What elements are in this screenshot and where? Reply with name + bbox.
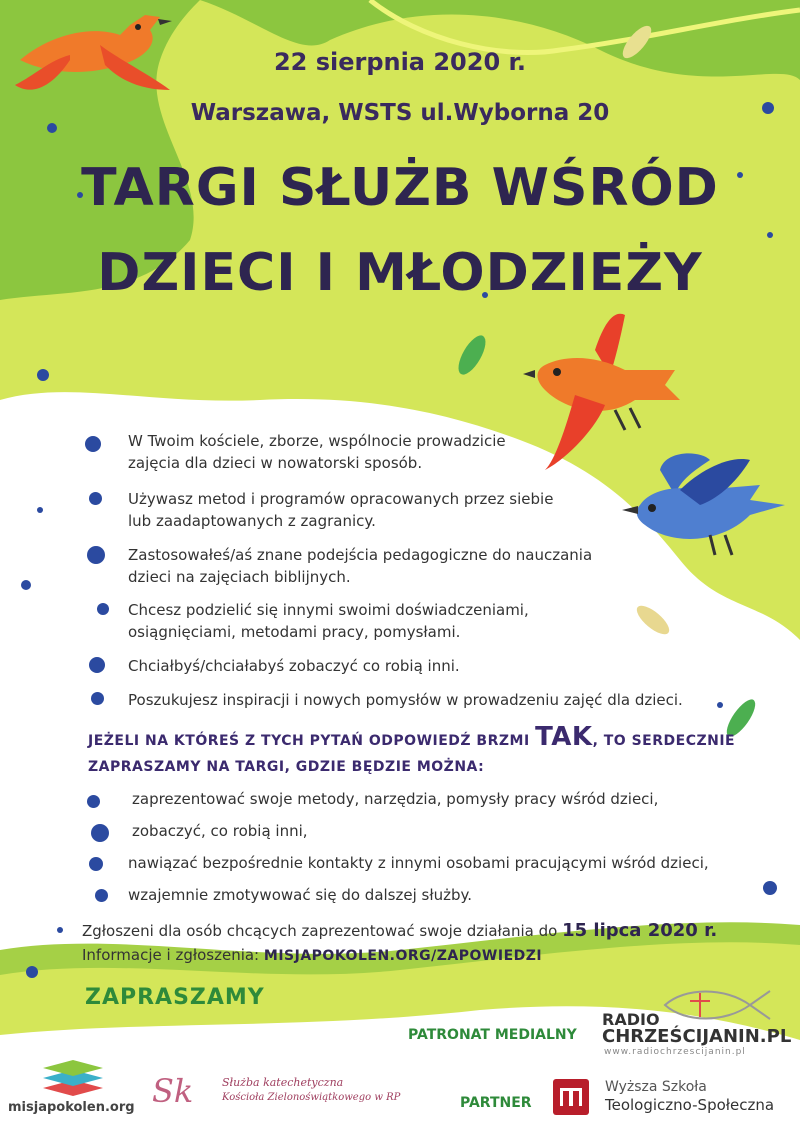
event-date: 22 sierpnia 2020 r. — [273, 48, 527, 76]
bullet-dot — [87, 546, 105, 564]
bullet-dot — [91, 692, 104, 705]
list-item-text: nawiązać bezpośrednie kontakty z innymi osobami pracującymi wśród dzieci, — [128, 854, 709, 872]
list-item — [85, 488, 725, 544]
info-label: Informacje i zgłoszenia: — [82, 946, 260, 964]
list-item-text: Zastosowałeś/aś znane podejścia pedagogiczne do nauczania — [128, 546, 593, 564]
bullet-dot — [89, 657, 105, 673]
options-list — [85, 790, 745, 918]
patronat-label: PATRONAT MEDIALNY — [408, 1027, 577, 1043]
list-item-text: zajęcia dla dzieci w nowatorski sposób. — [128, 454, 423, 472]
list-item-text: dzieci na zajęciach biblijnych. — [128, 568, 351, 586]
bullet-dot — [85, 436, 101, 452]
invite-text: JEŻELI NA KTÓREŚ Z TYCH PYTAŃ ODPOWIEDŹ BRZMI — [88, 733, 530, 749]
bullet-dot — [97, 603, 109, 615]
list-item-text: Poszukujesz inspiracji i nowych pomysłów w prowadzeniu zajęć dla dzieci. — [128, 691, 683, 709]
list-item — [85, 544, 725, 599]
tak-highlight: TAK — [535, 722, 593, 752]
bullet-dot — [91, 824, 109, 842]
books-logo-icon — [38, 1052, 108, 1100]
title-line-1: TARGI SŁUŻB WŚRÓD — [81, 158, 719, 218]
radio-logo-line-1: RADIO — [602, 1010, 660, 1029]
list-item-text: zobaczyć, co robią inni, — [132, 822, 308, 840]
list-item-text: W Twoim kościele, zborze, wspólnocie prowadzicie — [128, 432, 506, 450]
list-item — [85, 822, 745, 854]
bullet-dot — [87, 795, 100, 808]
misjapokolen-logo-text: misjapokolen.org — [8, 1100, 135, 1115]
list-item — [85, 430, 725, 488]
list-item-text: Chciałbyś/chciałabyś zobaczyć co robią inni. — [128, 657, 460, 675]
radio-url: www.radiochrzescijanin.pl — [604, 1047, 746, 1057]
partner-label: PARTNER — [460, 1095, 532, 1111]
wsts-logo-line-1: Wyższa Szkoła — [605, 1079, 707, 1095]
fish-logo-icon — [655, 985, 775, 1025]
list-item — [85, 599, 725, 655]
wsts-logo-line-2: Teologiczno-Społeczna — [605, 1096, 775, 1114]
list-item — [85, 886, 745, 918]
info-line — [82, 946, 542, 964]
wsts-logo-icon — [553, 1079, 589, 1115]
invite-text: , TO SERDECZNIE — [592, 733, 736, 749]
sk-logo-icon: Sk — [152, 1072, 194, 1110]
deadline-text — [82, 920, 717, 941]
list-item — [85, 655, 725, 689]
title-line-2: DZIECI I MŁODZIEŻY — [97, 243, 703, 303]
invite-heading — [88, 722, 768, 782]
radio-logo-line-2: CHRZEŚCIJANIN.PL — [602, 1026, 792, 1047]
list-item-text: Chcesz podzielić się innymi swoimi doświadczeniami, — [128, 601, 529, 619]
questions-list — [85, 430, 725, 719]
list-item-text: Używasz metod i programów opracowanych przez siebie — [128, 490, 554, 508]
list-item — [85, 854, 745, 886]
list-item-text: zaprezentować swoje metody, narzędzia, pomysły pracy wśród dzieci, — [132, 790, 659, 808]
bullet-dot — [89, 857, 103, 871]
bullet-dot — [95, 889, 108, 902]
event-venue: Warszawa, WSTS ul.Wyborna 20 — [190, 100, 610, 126]
list-item-text: wzajemnie zmotywować się do dalszej służby. — [128, 886, 473, 904]
list-item-text: osiągnięciami, metodami pracy, pomysłami. — [128, 623, 461, 641]
list-item — [85, 790, 745, 822]
deadline-date: 15 lipca 2020 r. — [562, 920, 718, 941]
deadline-label: Zgłoszeni dla osób chcących zaprezentować swoje działania do — [82, 922, 558, 940]
info-url-link[interactable]: MISJAPOKOLEN.ORG/ZAPOWIEDZI — [263, 948, 543, 964]
sk-logo-line-2: Kościoła Zielonoświątkowego w RP — [222, 1092, 401, 1103]
zapraszamy-text: ZAPRASZAMY — [85, 985, 265, 1010]
sk-logo-line-1: Służba katechetyczna — [222, 1076, 344, 1089]
list-item-text: lub zaadaptowanych z zagranicy. — [128, 512, 376, 530]
list-item — [85, 689, 725, 719]
invite-text: ZAPRASZAMY NA TARGI, GDZIE BĘDZIE MOŻNA: — [88, 759, 485, 775]
bullet-dot — [89, 492, 102, 505]
